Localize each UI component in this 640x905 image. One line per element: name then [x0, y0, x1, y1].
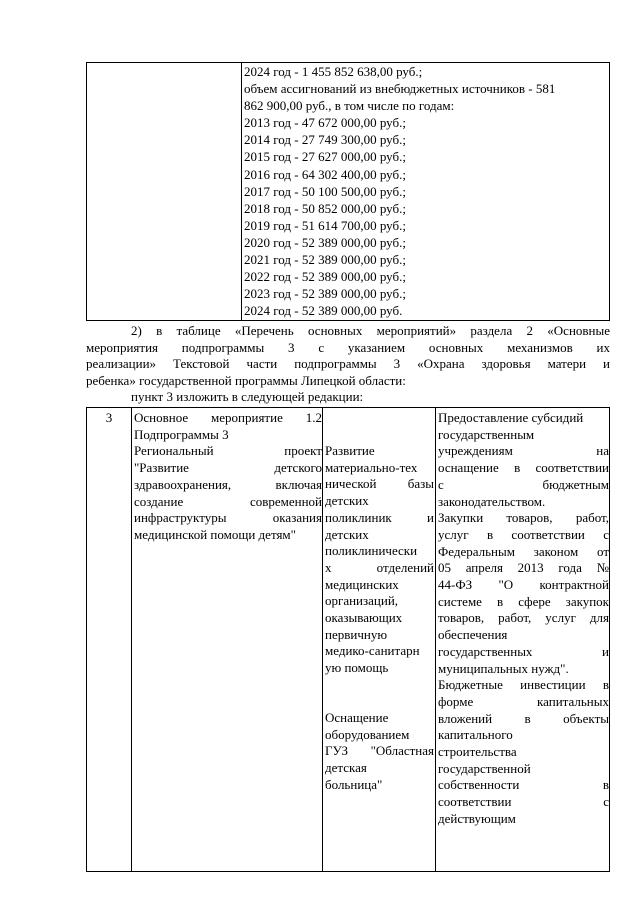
- activity-line: материально-тех: [325, 459, 418, 475]
- mechanism-line: Закупки товаров, работ,: [438, 510, 609, 526]
- funding-table: [86, 62, 610, 321]
- measures-table: [86, 407, 610, 872]
- funding-line: 2016 год - 64 302 400,00 руб.;: [244, 166, 406, 182]
- activity-line: ую помощь: [325, 660, 389, 676]
- mechanism-line: форме капитальных: [438, 693, 609, 709]
- column-divider: [131, 408, 132, 871]
- measure-line: медицинской помощи детям": [134, 526, 296, 542]
- activity-line: детская: [325, 759, 367, 775]
- activity-line: оказывающих: [325, 610, 403, 626]
- mechanism-line: 05 апреля 2013 года №: [438, 560, 609, 576]
- activity-line: организаций,: [325, 593, 399, 609]
- activity-line: медицинских: [325, 576, 399, 592]
- funding-table-text-cell: [244, 63, 605, 319]
- funding-line: 2024 год - 52 389 000,00 руб.: [244, 303, 403, 319]
- mechanism-line: законодательством.: [438, 493, 546, 509]
- mechanism-line: вложений в объекты: [438, 710, 609, 726]
- activity-line: Развитие: [325, 443, 375, 458]
- measure-line: инфраструктуры оказания: [134, 510, 322, 526]
- mechanism-line: государственной: [438, 760, 531, 776]
- funding-line: 2024 год - 1 455 852 638,00 руб.;: [244, 64, 423, 79]
- measure-line: здравоохранения, включая: [134, 476, 322, 492]
- activity-line: ГУЗ "Областная: [325, 743, 434, 759]
- funding-line: 2018 год - 50 852 000,00 руб.;: [244, 200, 406, 216]
- mechanism-line: действующим: [438, 810, 516, 826]
- measure-name-cell: [134, 410, 322, 544]
- mechanism-line: Предоставление субсидий: [438, 410, 584, 425]
- mechanism-line: оснащение в соответствии: [438, 460, 609, 476]
- paragraph-line: 2) в таблице «Перечень основных мероприятий» раздела 2 «Основные: [131, 323, 610, 338]
- paragraph-line: ребенка» государственной программы Липецкой области:: [86, 372, 406, 388]
- activity-line: детских: [325, 493, 369, 509]
- activity-line: оборудованием: [325, 726, 410, 742]
- amendment-paragraph: [86, 323, 610, 406]
- mechanism-line: с бюджетным: [438, 476, 609, 492]
- mechanism-line: строительства: [438, 744, 517, 760]
- measure-line: Региональный проект: [134, 443, 322, 459]
- mechanism-line: муниципальных нужд".: [438, 660, 569, 676]
- mechanism-cell: [438, 410, 609, 828]
- activity-line: медико-санитарн: [325, 643, 420, 659]
- mechanism-line: услуг в соответствии с: [438, 526, 609, 542]
- funding-line: 2019 год - 51 614 700,00 руб.;: [244, 217, 406, 233]
- activity-line: детских: [325, 526, 369, 542]
- funding-line: 2021 год - 52 389 000,00 руб.;: [244, 252, 406, 268]
- activity-line: больница": [325, 776, 383, 792]
- activity-line: Оснащение: [325, 709, 389, 725]
- mechanism-line: капитального: [438, 727, 513, 743]
- funding-table-empty-cell: [87, 63, 242, 320]
- column-divider: [435, 408, 436, 871]
- activity-line: поликлиник и: [325, 509, 434, 525]
- measure-line: создание современной: [134, 493, 322, 509]
- funding-line: 2014 год - 27 749 300,00 руб.;: [244, 132, 406, 148]
- funding-line: 2013 год - 47 672 000,00 руб.;: [244, 115, 406, 131]
- funding-line: 2022 год - 52 389 000,00 руб.;: [244, 269, 406, 285]
- mechanism-line: 44-ФЗ "О контрактной: [438, 577, 609, 593]
- mechanism-line: учреждениям на: [438, 443, 609, 459]
- activity-cell: [325, 410, 434, 793]
- paragraph-line: мероприятия подпрограммы 3 с указанием основных механизмов их: [86, 339, 610, 355]
- funding-line: 2020 год - 52 389 000,00 руб.;: [244, 234, 406, 250]
- activity-line: первичную: [325, 626, 388, 642]
- activity-line: поликлинически: [325, 543, 418, 559]
- mechanism-line: Бюджетные инвестиции в: [438, 677, 609, 693]
- activity-line: нической базы: [325, 476, 434, 492]
- funding-line: 2017 год - 50 100 500,00 руб.;: [244, 183, 406, 199]
- activity-line: х отделений: [325, 559, 434, 575]
- mechanism-line: государственным: [438, 426, 535, 442]
- row-number: 3: [105, 410, 113, 425]
- paragraph-line: реализации» Текстовой части подпрограммы 3 «Охрана здоровья матери и: [86, 356, 610, 371]
- measure-line: Подпрограммы 3: [134, 426, 229, 442]
- funding-line: объем ассигнований из внебюджетных источников - 581: [244, 81, 556, 97]
- column-divider: [322, 408, 323, 871]
- mechanism-line: системе в сфере закупок: [438, 593, 609, 609]
- mechanism-line: Федеральным законом от: [438, 543, 609, 559]
- funding-line: 2015 год - 27 627 000,00 руб.;: [244, 149, 406, 165]
- mechanism-line: государственных и: [438, 643, 609, 659]
- measure-line: Основное мероприятие 1.2: [134, 410, 322, 425]
- measure-line: "Развитие детского: [134, 460, 322, 476]
- funding-line: 2023 год - 52 389 000,00 руб.;: [244, 286, 406, 302]
- mechanism-line: соответствии с: [438, 794, 609, 810]
- mechanism-line: обеспечения: [438, 627, 508, 643]
- mechanism-line: собственности в: [438, 777, 609, 793]
- paragraph-line: пункт 3 изложить в следующей редакции:: [131, 389, 364, 404]
- funding-line: 862 900,00 руб., в том числе по годам:: [244, 98, 455, 114]
- mechanism-line: товаров, работ, услуг для: [438, 610, 609, 626]
